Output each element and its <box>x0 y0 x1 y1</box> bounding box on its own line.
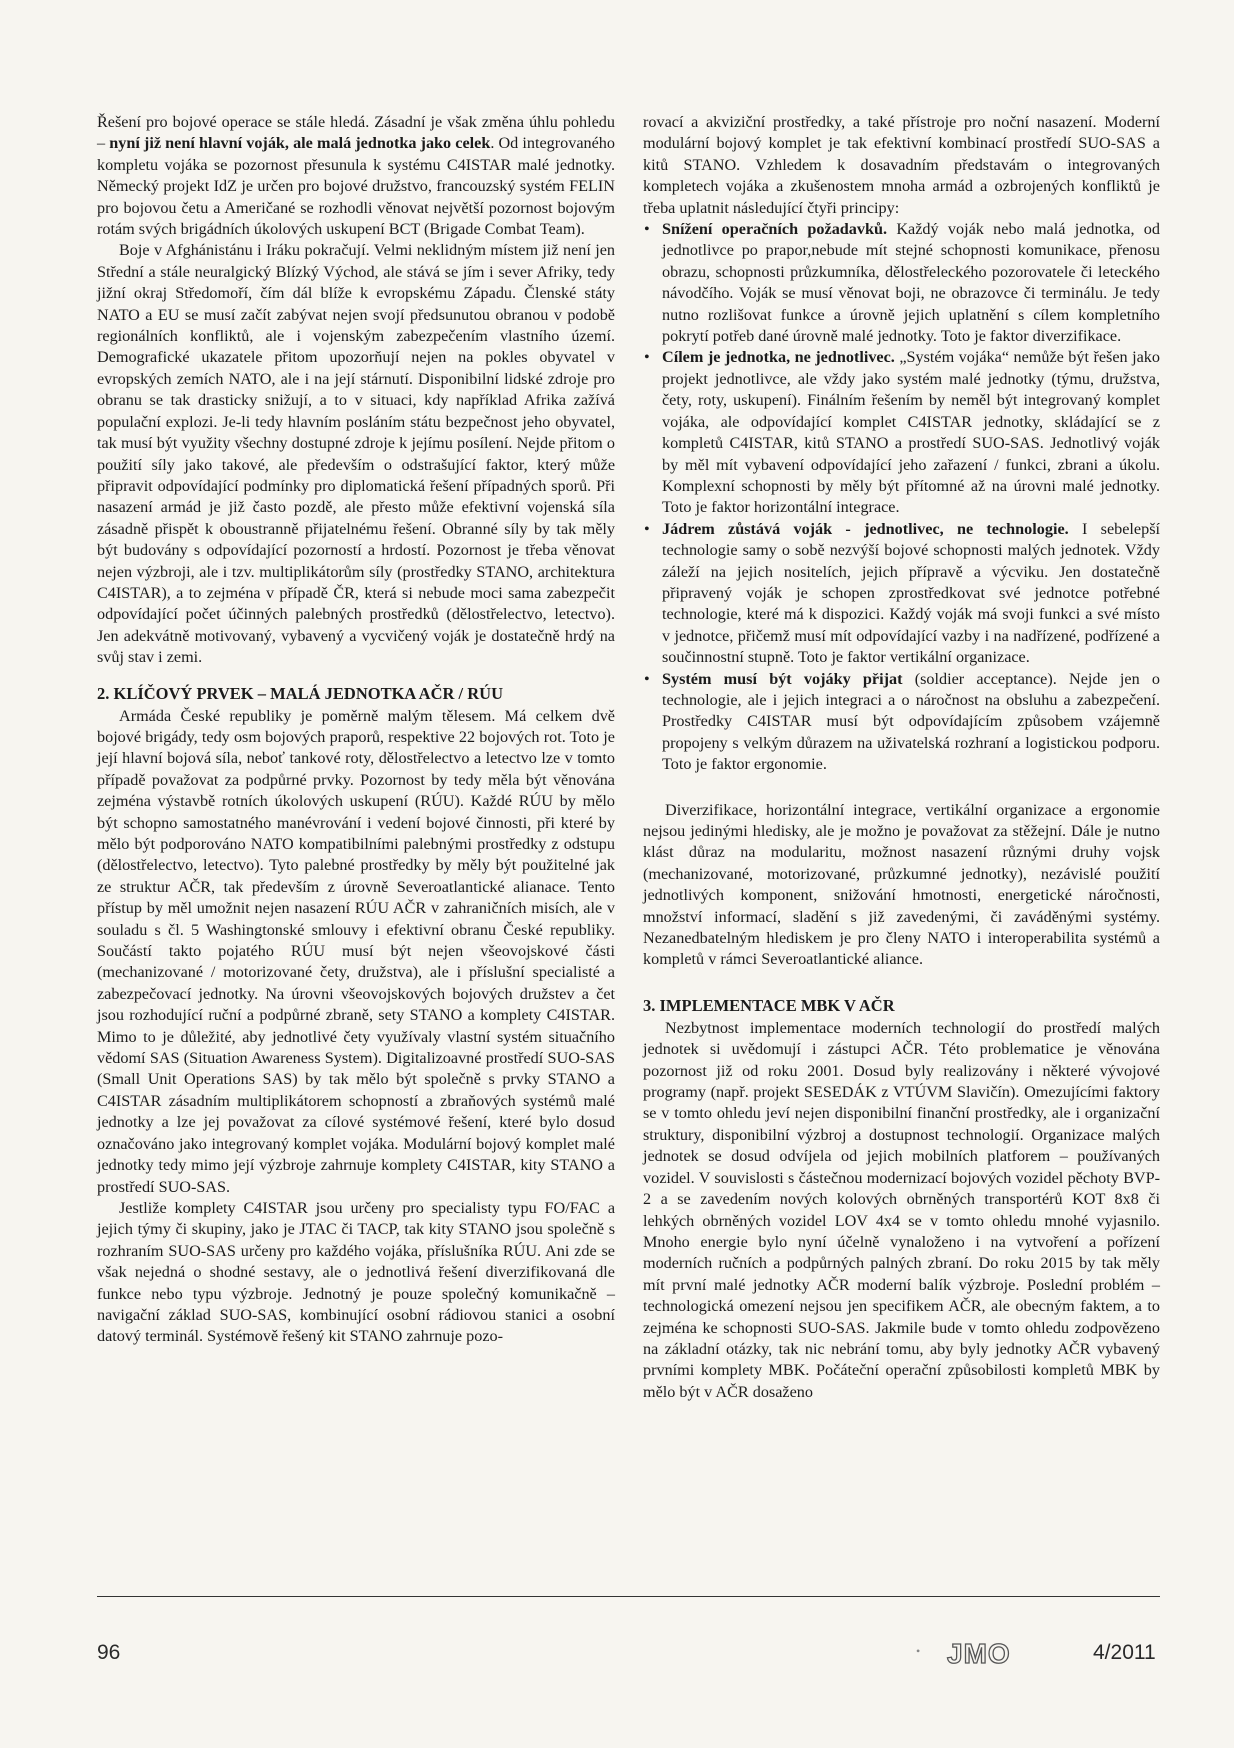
paragraph: Diverzifikace, horizontální integrace, vertikální organizace a ergonomie nejsou jedinými hledisky, ale je možno je považovat za stěžejní. Dále je nutno klást důraz na modularitu, možnost nasazení různými druhy vojsk (mechanizované, motorizované, průzkumné jednotky), nezávislé použití jednotlivých komponent, snižování hmotnosti, energetické náročnosti, množství informací, sladění s již zavedenými, či zaváděnými systémy. Nezanedbatelným hlediskem je pro členy NATO i interoperabilita systémů a kompletů v rámci Severoatlantické aliance. <box>643 800 1160 969</box>
left-column <box>97 112 615 1348</box>
paragraph: rovací a akviziční prostředky, a také přístroje pro noční nasazení. Moderní modulární bojový komplet je tak efektivní kombinací prostředí SUO-SAS a kitů STANO. Vzhledem k dosavadním představám o integrovaných kompletech vojáka a zkušenostem mnoha armád a ozbrojených konfliktů je třeba uplatnit následující čtyři principy: <box>643 113 1160 217</box>
spacer <box>643 776 1160 800</box>
footer-divider <box>97 1596 1160 1597</box>
principles-list <box>643 219 1160 776</box>
issue-number: 4/2011 <box>1093 1641 1156 1664</box>
section-heading: 3. IMPLEMENTACE MBK V AČR <box>643 995 895 1015</box>
paragraph: Armáda České republiky je poměrně malým tělesem. Má celkem dvě bojové brigády, tedy osm bojových praporů, respektive 22 bojových rot. Toto je její hlavní bojová síla, neboť tankové roty, dělostřelectvo a letectvo lze v tomto případě považovat za podpůrné prvky. Pozornost by tedy měla být věnována zejména výstavbě rotních úkolových uskupení (RÚU). Každé RÚU by mělo být schopno samostatného manévrování i vedení bojové činnosti, při které by mělo být podporováno NATO kompatibilními palebnými prostředky z odstupu (dělostřelectvo, letectvo). Tyto palebné prostředky by měly být použitelné jak ze struktur AČR, tak především z úrovně Severoatlantické alianace. Tento přístup by měl umožnit nejen nasazení RÚU AČR v zahraničních misích, ale v souladu s čl. 5 Washingtonské smlouvy i efektivní obranu České republiky. Součástí takto pojatého RÚU musí být nejen všeovojskové části (mechanizované / motorizované čety, družstva), ale i příslušní specialisté a zabezpečovací jednotky. Na úrovni všeovojskových bojových družstev a čet jsou rozhodující ruční a podpůrné zbraně, sety STANO a komplety C4ISTAR. Mimo to je důležité, aby jednotlivé čety využívaly vlastní systém situačního vědomí SAS (Situation Awareness System). Digitalizoavné prostředí SUO-SAS (Small Unit Operations SAS) by tak mělo být společně s prvky STANO a C4ISTAR zásadním multiplikátorem schopností a zbraňových systémů malé jednotky a lze jej považovat za cílové systémové řešení, které bylo dosud označováno jako integrovaný komplet vojáka. Modulární bojový komplet malé jednotky tedy mimo její výzbroje zahrnuje komplety C4ISTAR, kity STANO a prostředí SUO-SAS. <box>97 706 615 1196</box>
paragraph: Řešení pro bojové operace se stále hledá. Zásadní je však změna úhlu pohledu – nyní již není hlavní voják, ale malá jednotka jako celek. Od integrovaného kompletu vojáka se pozornost přesunula k systému C4ISTAR malé jednotky. Německý projekt IdZ je určen pro bojové družstvo, francouzský systém FELIN pro bojovou četu a Američané se rozhodli věnovat největší pozornost bojovým rotám svých brigádních úkolových uskupení BCT (Brigade Combat Team). <box>97 113 615 239</box>
list-item: • Jádrem zůstává voják - jednotlivec, ne technologie. I sebelepší technologie samy o sobě nezvýší bojové schopnosti malých jednotek. Vždy záleží na jejich nositelích, jejich přípravě a výcviku. Jen dostatečně připravený voják je schopen zprostředkovat své jednotce potřebné technologie, které má k dispozici. Každý voják má svoji funkci a své místo v jednotce, přičemž musí mít odpovídající vazby i na nadřízené, podřízené a součinnostní stupně. Toto je faktor vertikální organizace. <box>644 519 1160 667</box>
bullet-icon: • <box>644 348 650 367</box>
paragraph: Jestliže komplety C4ISTAR jsou určeny pro specialisty typu FO/FAC a jejich týmy či skupiny, jako je JTAC či TACP, tak kity STANO jsou společně s rozhraním SUO-SAS určeny pro každého vojáka, příslušníka RÚU. Ani zde se však nejedná o shodné sestavy, ale o jednotlivá řešení diverzifikovaná dle funkce nebo typu výzbroje. Jednotný je pouze společný komunikačně – navigační základ SUO-SAS, kombinující osobní rádiovou stanici a osobní datový terminál. Systémově řešený kit STANO zahrnuje pozo- <box>97 1198 615 1346</box>
list-item: • Cílem je jednotka, ne jednotlivec. „Systém vojáka“ nemůže být řešen jako projekt jednotlivce, ale vždy jako systém malé jednotky (týmu, družstva, čety, roty, uskupení). Finálním řešením by neměl být integrovaný komplet vojáka, ale odpovídající komplet C4ISTAR jednotky, skládající se z kompletů C4ISTAR, kitů STANO a prostředí SUO-SAS. Jednotlivý voják by měl mít vybavení odpovídající jeho zařazení / funkci, zbrani a úkolu. Komplexní schopnosti by měly být přítomné až na úrovni malé jednotky. Toto je faktor horizontální integrace. <box>644 348 1160 517</box>
list-item: • Snížení operačních požadavků. Každý voják nebo malá jednotka, od jednotlivce po prapor,nebude mít stejné schopnosti komunikace, přenosu obrazu, schopnosti průzkumníka, dělostřeleckého pozorovatele či leteckého návodčího. Voják se musí věnovat boji, ne obrazovce či terminálu. Je tedy nutno rozlišovat funkce a úrovně jejich uplatnění s cílem kompletního pokrytí potřeb dané úrovně malé jednotky. Toto je faktor diverzifikace. <box>644 220 1160 346</box>
paragraph: Nezbytnost implementace moderních technologií do prostředí malých jednotek si uvědomují i zástupci AČR. Této problematice je věnována pozornost již od roku 2001. Dosud byly realizovány i některé vývojové programy (např. projekt SESEDÁK z VTÚVM Slavičín). Omezujícími faktory se v tomto ohledu jeví nejen disponibilní finanční prostředky, ale i organizační struktury, disponibilní výzbroj a dostupnost technologií. Organizace malých jednotek se dosud odvíjela od jejich mobilních platforem – používaných vozidel. V souvislosti s částečnou modernizací bojových vozidel pěchoty BVP-2 a se zavedením nových kolových obrněných transportérů KOT 8x8 či lehkých obrněných vozidel LOV 4x4 se v tomto ohledu mnohé vyjasnilo. Mnoho energie bylo nyní účelně vynaloženo i na vytvoření a pořízení moderních ručních a podpůrných palných zbraní. Do roku 2015 by tak měly mít první malé jednotky AČR moderní balík výzbroje. Poslední problém – technologická omezení nejsou jen specifikem AČR, ale obecným faktem, a to zejména ke schopnosti SUO-SAS. Jakmile bude v tomto ohledu zodpovězeno na základní otázky, tak nic nebrání tomu, aby byly jednotky AČR vybavený prvními komplety MBK. Počáteční operační způsobilosti kompletů MBK by mělo být v AČR dosaženo <box>643 1018 1160 1401</box>
bullet-icon: • <box>644 519 650 538</box>
right-column <box>643 112 1160 1403</box>
jmo-logo <box>943 1637 1063 1669</box>
paragraph: Boje v Afghánistánu i Iráku pokračují. Velmi neklidným místem již není jen Střední a stále neuralgický Blízký Východ, ale stává se jím i sever Afriky, tedy jižní okraj Středomoří, čím dál blíže k evropskému Západu. Členské státy NATO a EU se musí začít zabývat nejen svojí předsunutou obranou v podobě regionálních konfliktů, ale i vojenským zabezpečením vlastního území. Demografické ukazatele přitom upozorňují nejen na pokles obyvatel v evropských zemích NATO, ale i na její stárnutí. Disponibilní lidské zdroje pro obranu se tak drasticky snižují, a to v situaci, kdy například Afrika zažívá populační explozi. Je-li tedy hlavním posláním státu bezpečnost jeho obyvatel, tak musí být využity všechny dostupné zdroje k jejímu posílení. Nejde přitom o použití síly jako takové, ale především o odstrašující faktor, který může připravit odpovídající podmínky pro diplomatická řešení případných sporů. Při nasazení armád je již často pozdě, ale přesto může efektivní vojenská síla zásadně přispět k oboustranně přijatelnému řešení. Obranné síly by tak měly být budovány s odpovídající pozorností a hrdostí. Pozornost je třeba věnovat nejen výzbroji, ale i tzv. multiplikátorům síly (prostředky STANO, architektura C4ISTAR), a to zejména v případě ČR, která si nebude moci sama zabezpečit odpovídající počet účinných palebných prostředků (dělostřelectvo, letectvo). Jen adekvátně motivovaný, vybavený a vycvičený voják je dostatečně hrdý na svůj stav i zemi. <box>97 241 615 667</box>
list-item: • Systém musí být vojáky přijat (soldier acceptance). Nejde jen o technologie, ale i jejich integraci a o náročnost na obsluhu a zabezpečení. Prostředky C4ISTAR musí být odpovídajícím způsobem vzájemně propojeny s velkým důrazem na uživatelská rozhraní a logistickou podporu. Toto je faktor ergonomie. <box>644 669 1160 774</box>
bold-phrase: nyní již není hlavní voják, ale malá jednotka jako celek <box>109 134 491 153</box>
bullet-icon: • <box>644 220 650 239</box>
bullet-icon: • <box>644 669 650 688</box>
svg-text:JMO: JMO <box>947 1638 1011 1669</box>
dot-icon: • <box>916 1644 921 1658</box>
page-number: 96 <box>97 1641 121 1664</box>
section-heading: 2. KLÍČOVÝ PRVEK – MALÁ JEDNOTKA AČR / RÚU <box>97 683 503 703</box>
